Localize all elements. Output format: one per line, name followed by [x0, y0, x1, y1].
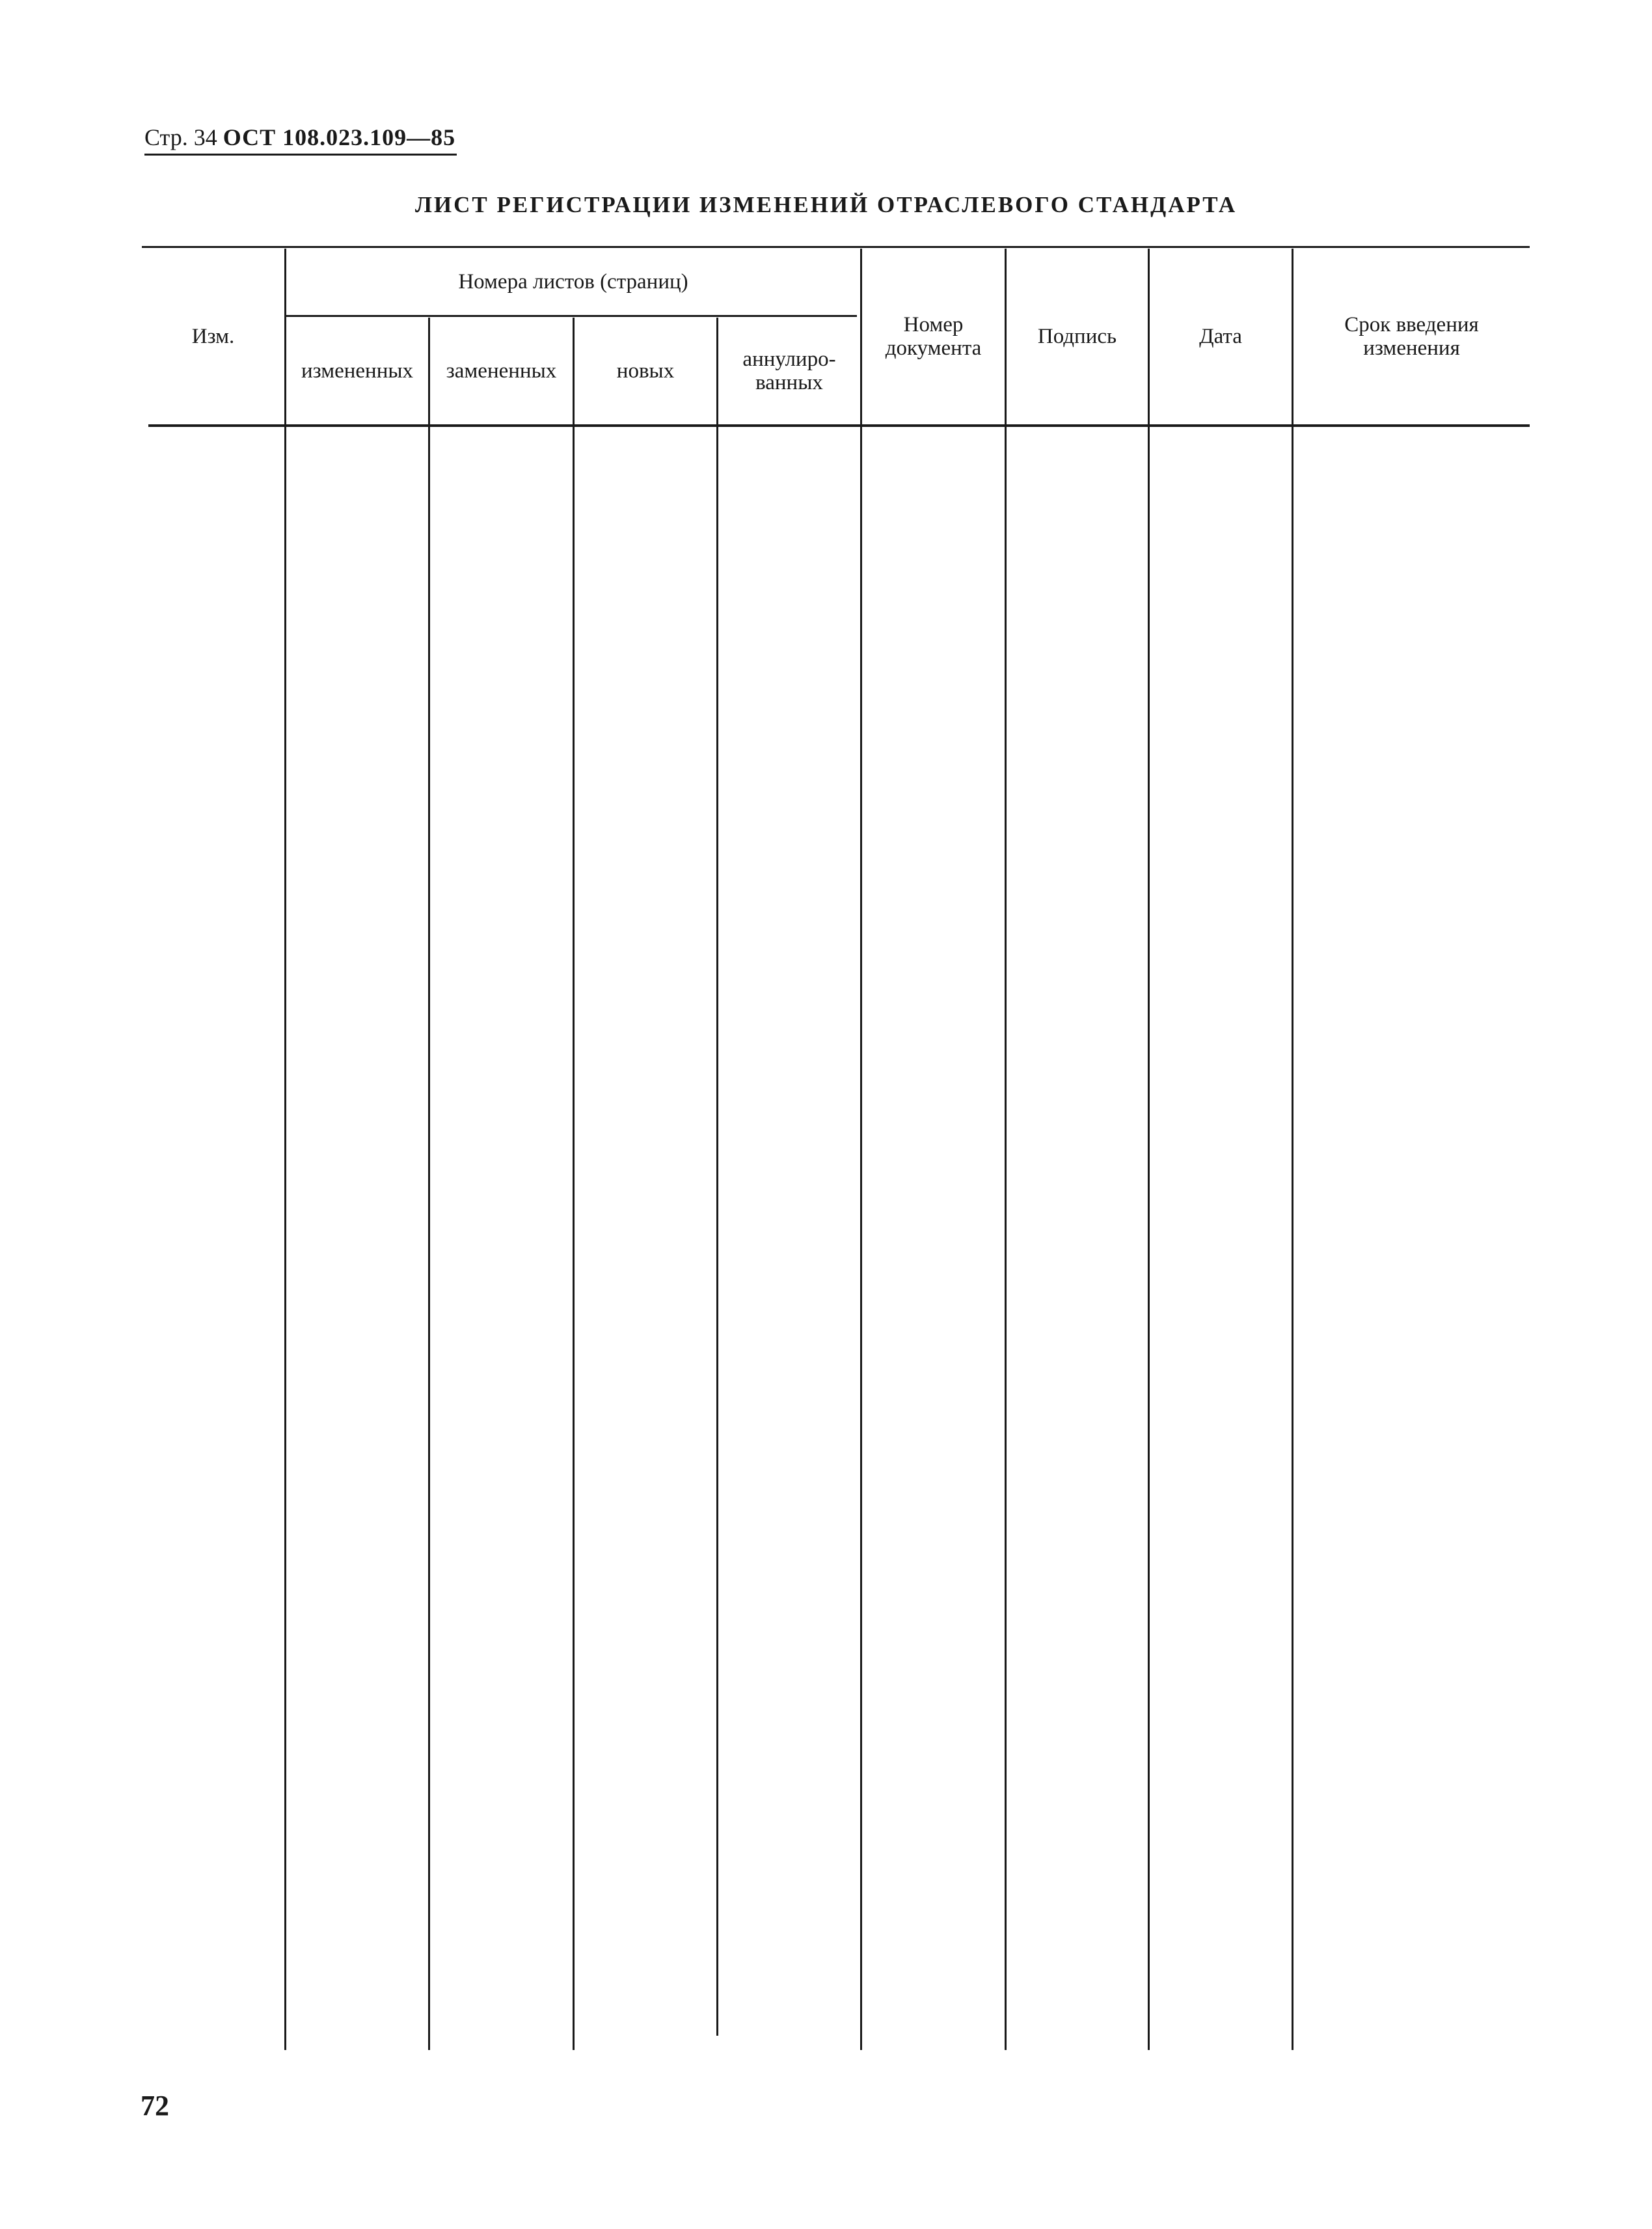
header-annulled-line1: аннулиро-: [742, 348, 836, 371]
table-divider-1: [284, 249, 286, 2050]
header-replaced: [430, 318, 573, 424]
header-document-line1: Номер: [903, 313, 964, 336]
table-divider-8: [1292, 249, 1293, 2050]
page-label: Стр. 34: [144, 124, 217, 150]
header-date-text: Дата: [1199, 325, 1242, 348]
header-signature: [1007, 249, 1148, 424]
table-divider-7: [1148, 249, 1150, 2050]
table-divider-2: [428, 318, 430, 2050]
header-underline: [144, 154, 457, 156]
header-term-line1: Срок введения: [1344, 313, 1479, 336]
header-changed: [286, 318, 428, 424]
header-signature-text: Подпись: [1037, 325, 1117, 348]
header-effective-term: [1293, 249, 1530, 424]
group-divider-rule: [284, 315, 857, 317]
header-changed-text: измененных: [301, 359, 414, 383]
header-sheet-numbers: [286, 249, 860, 315]
table-divider-5: [860, 249, 862, 2050]
header-new-text: новых: [616, 359, 675, 383]
page-title: ЛИСТ РЕГИСТРАЦИИ ИЗМЕНЕНИЙ ОТРАСЛЕВОГО СТАНДАРТА: [414, 192, 1238, 217]
header-document-line2: документа: [885, 336, 982, 360]
header-sheet-numbers-text: Номера листов (страниц): [458, 270, 688, 294]
header-new: [575, 318, 716, 424]
table-divider-6: [1005, 249, 1007, 2050]
standard-number: ОСТ 108.023.109—85: [223, 124, 456, 150]
header-replaced-text: замененных: [446, 359, 557, 383]
header-izm: [142, 249, 284, 424]
table-top-rule: [142, 246, 1530, 248]
header-text: [144, 124, 455, 151]
table-divider-3: [573, 318, 575, 2050]
header-annulled: [718, 318, 860, 424]
header-date: [1150, 249, 1292, 424]
header-term-line2: изменения: [1363, 336, 1460, 360]
header-document-number: [862, 249, 1005, 424]
table-divider-4: [716, 318, 718, 2036]
header-annulled-line2: ванных: [755, 371, 823, 394]
page-number: 72: [141, 2090, 169, 2122]
header-bottom-rule: [148, 424, 1530, 427]
header-izm-text: Изм.: [191, 325, 235, 348]
